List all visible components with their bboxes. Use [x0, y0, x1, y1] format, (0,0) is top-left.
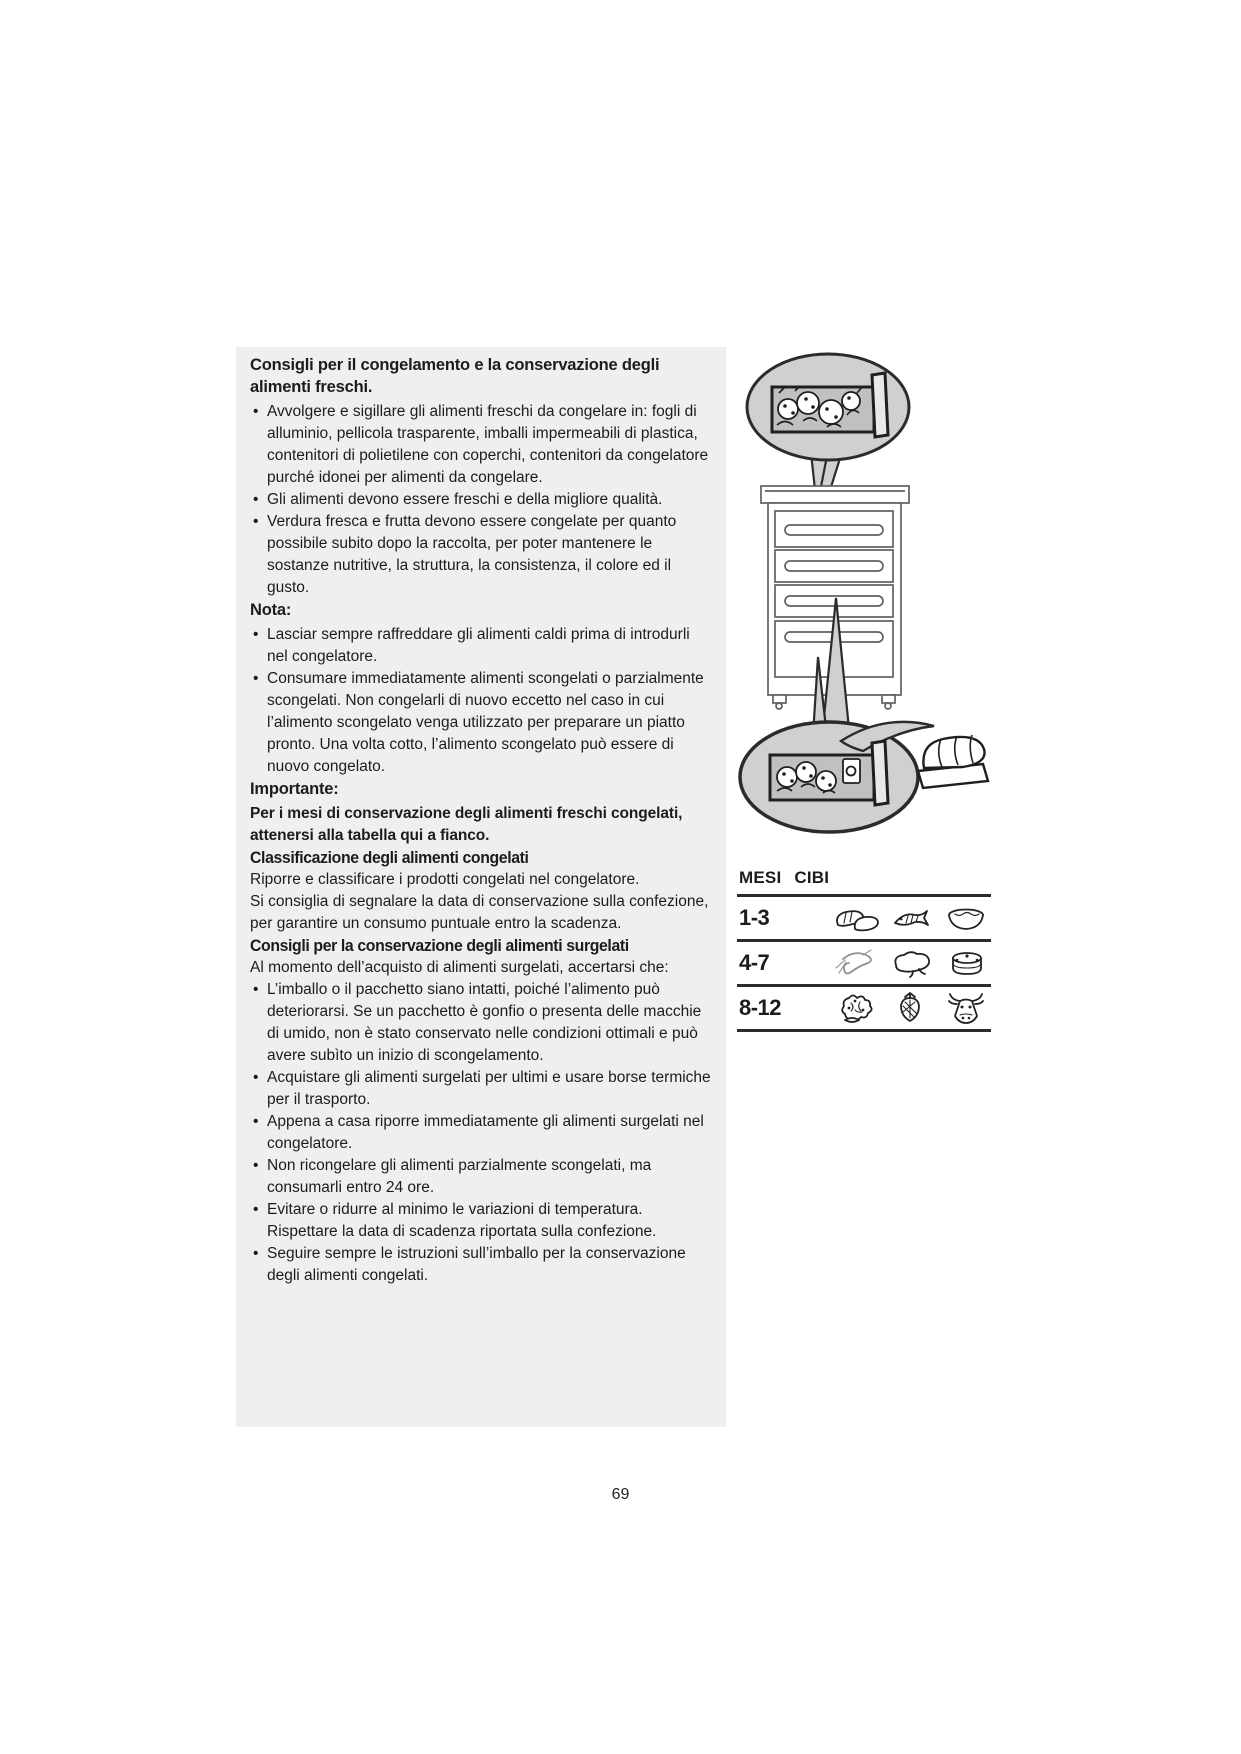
storage-months-table [737, 866, 991, 1032]
vegetables-icon [833, 990, 877, 1026]
table-row [737, 984, 991, 1029]
list-item: • Lasciar sempre raffreddare gli alimenti caldi prima di introdurli nel congelatore. [250, 624, 712, 668]
heading-surgelati: Consigli per la conservazione degli alimenti surgelati [250, 936, 629, 955]
content-panel [236, 347, 726, 1427]
poultry-icon [888, 946, 934, 980]
beef-cow-icon [943, 990, 989, 1026]
frozen-food-balloon [740, 722, 934, 832]
fish-icon [892, 902, 932, 934]
nota-list [250, 624, 712, 778]
meat-roast [918, 735, 988, 788]
list-item: • Verdura fresca e frutta devono essere congelate per quanto possibile subito dopo la raccolta, per poter mantenere le sostanze nutritive, la struttura, la consistenza, il colore ed il gusto. [250, 511, 712, 599]
heading-freezing-tips: Consigli per il congelamento e la conservazione degli alimenti freschi. [250, 356, 660, 396]
strawberry-icon [892, 990, 928, 1026]
table-row [737, 939, 991, 984]
page-number: 69 [611, 1486, 630, 1503]
cake-icon [945, 947, 989, 979]
table-header [737, 866, 991, 894]
heading-classificazione: Classificazione degli alimenti congelati [250, 848, 529, 867]
freezer-foot [882, 695, 895, 703]
drawer-handle [785, 561, 883, 571]
list-item: • L’imballo o il pacchetto siano intatti, poiché l’alimento può deteriorarsi. Se un pacchetto è gonfio o presenta delle macchie di umido, non è stato conservato nelle condizioni ottimali e può avere subìto un inizio di scongelamento. [250, 979, 712, 1067]
list-item: • Appena a casa riporre immediatamente gli alimenti surgelati nel congelatore. [250, 1111, 712, 1155]
months-range: 1-3 [739, 905, 770, 930]
fresh-food-balloon [747, 354, 909, 460]
months-range: 4-7 [739, 950, 770, 975]
classificazione-paragraph: Si consiglia di segnalare la data di conservazione sulla confezione, per garantire un consumo puntuale entro la scadenza. [250, 893, 709, 932]
table-header-mesi: MESI [739, 868, 782, 887]
list-item: • Gli alimenti devono essere freschi e della migliore qualità. [250, 489, 712, 511]
surgelati-intro: Al momento dell’acquisto di alimenti surgelati, accertarsi che: [250, 959, 669, 976]
drawer-handle [785, 596, 883, 606]
list-item: • Seguire sempre le istruzioni sull’imballo per la conservazione degli alimenti congelati. [250, 1243, 712, 1287]
soup-bowl-icon [943, 902, 989, 934]
table-row [737, 894, 991, 939]
importante-body: Per i mesi di conservazione degli alimenti freschi congelati, attenersi alla tabella qui a fianco. [250, 805, 683, 844]
bread-icon [833, 901, 881, 935]
surgelati-list [250, 979, 712, 1287]
classificazione-paragraph: Riporre e classificare i prodotti congelati nel congelatore. [250, 871, 640, 888]
heading-importante: Importante: [250, 780, 339, 798]
list-item: • Acquistare gli alimenti surgelati per ultimi e usare borse termiche per il trasporto. [250, 1067, 712, 1111]
table-header-cibi: CIBI [794, 868, 830, 887]
freezer-foot [773, 695, 786, 703]
freezing-tips-list [250, 401, 712, 599]
months-range: 8-12 [739, 995, 782, 1020]
shrimp-icon [833, 946, 877, 980]
drawer-handle [785, 525, 883, 535]
list-item: • Consumare immediatamente alimenti scongelati o parzialmente scongelati. Non congelarli di nuovo eccetto nel caso in cui l’alimento scongelato venga utilizzato per preparare un piatto pronto. Una volta cotto, l’alimento scongelato può essere di nuovo congelato. [250, 668, 712, 778]
list-item: • Avvolgere e sigillare gli alimenti freschi da congelare in: fogli di alluminio, pellicola trasparente, imballi impermeabili di plastica, contenitori di polietilene con coperchi, contenitori da congelatore purché idonei per alimenti da congelare. [250, 401, 712, 489]
heading-nota: Nota: [250, 601, 292, 619]
list-item: • Evitare o ridurre al minimo le variazioni di temperatura. Rispettare la data di scadenza riportata sulla confezione. [250, 1199, 712, 1243]
list-item: • Non ricongelare gli alimenti parzialmente scongelati, ma consumarli entro 24 ore. [250, 1155, 712, 1199]
